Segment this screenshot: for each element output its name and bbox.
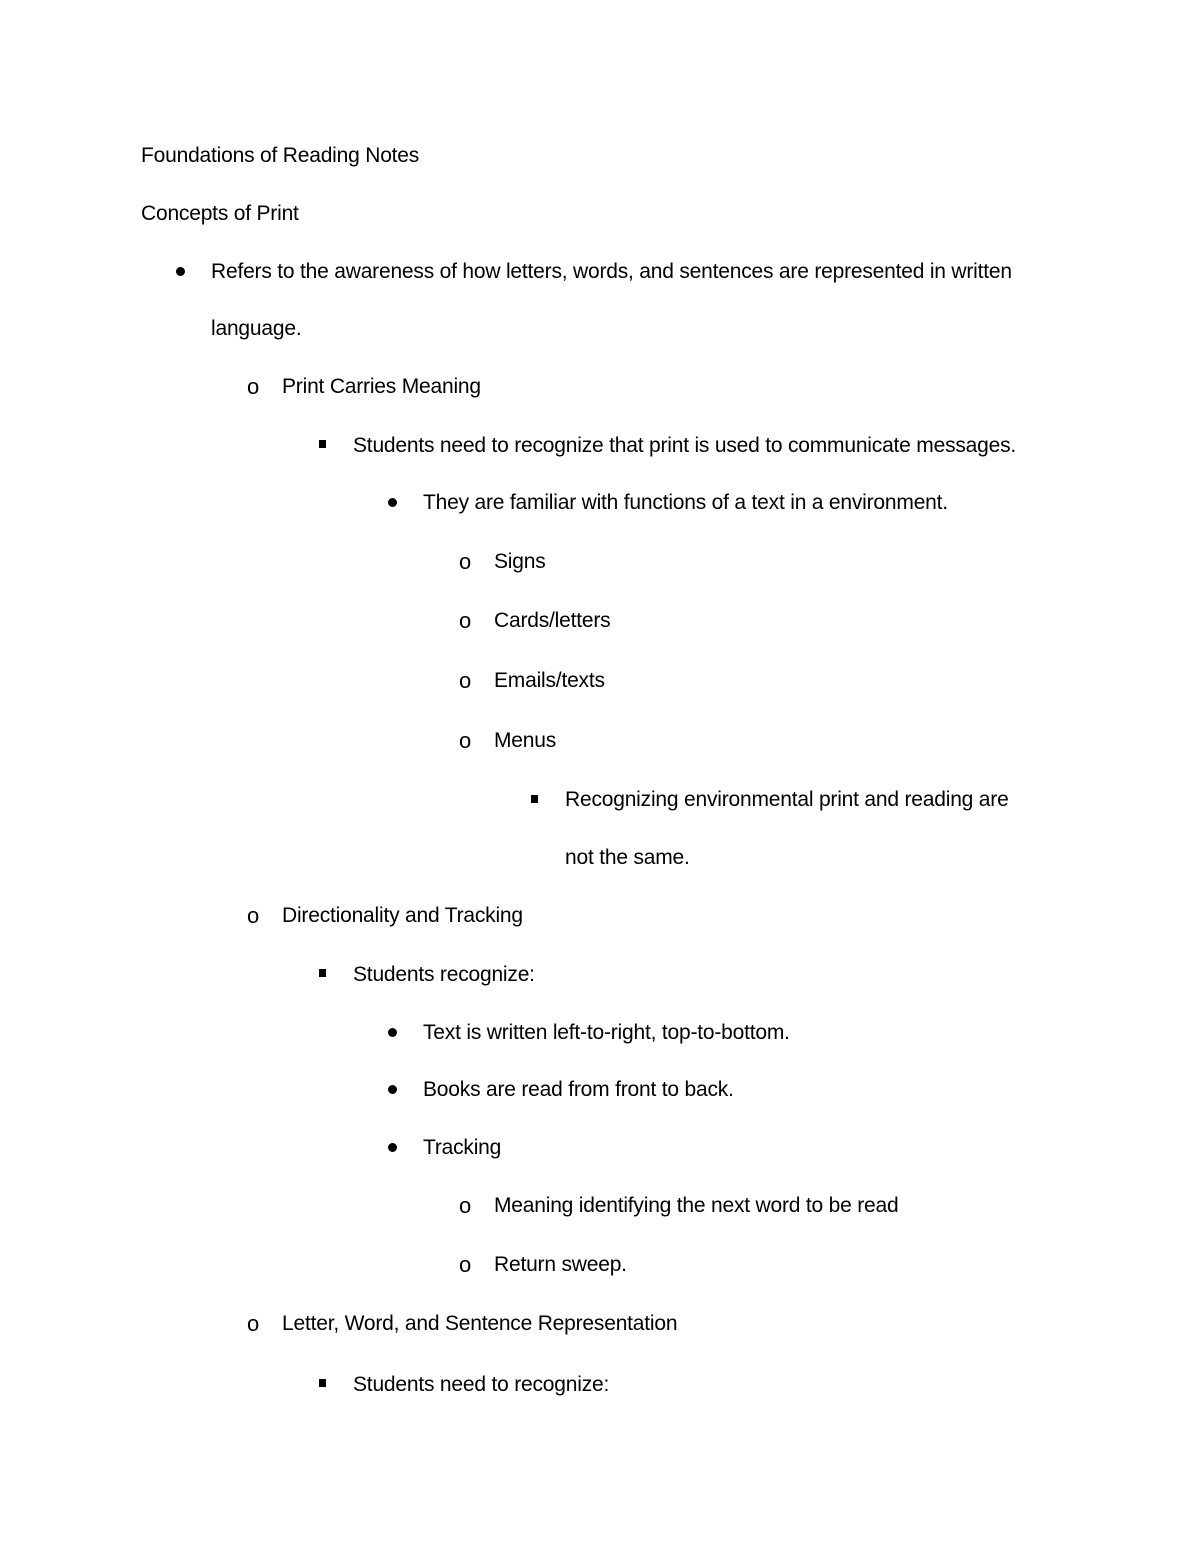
bullet-disc-icon [388,1085,397,1094]
bullet-circle-icon: o [459,1252,472,1277]
bullet-circle-icon: o [459,728,472,753]
list-item-continuation: not the same. [565,846,690,869]
bullet-square-icon [319,440,326,448]
list-item: Students recognize: [353,963,535,986]
bullet-circle-icon: o [459,549,472,574]
document-title: Foundations of Reading Notes [141,144,420,167]
list-item: Signs [494,550,546,573]
list-item: Refers to the awareness of how letters, words, and sentences are represented in written [211,260,1012,283]
list-item: Menus [494,729,557,752]
bullet-circle-icon: o [459,1193,472,1218]
bullet-square-icon [531,795,538,803]
list-item: Recognizing environmental print and reading are [565,788,1009,811]
list-item: Students need to recognize: [353,1373,610,1396]
list-item: Students need to recognize that print is used to communicate messages. [353,434,1017,457]
list-item: Books are read from front to back. [423,1078,734,1101]
bullet-circle-icon: o [459,608,472,633]
bullet-disc-icon [388,1143,397,1152]
list-item: Print Carries Meaning [282,375,481,398]
list-item: Meaning identifying the next word to be read [494,1194,899,1217]
list-item: Emails/texts [494,669,605,692]
bullet-circle-icon: o [247,374,260,399]
bullet-disc-icon [176,267,185,276]
section-heading: Concepts of Print [141,202,299,225]
bullet-disc-icon [388,1028,397,1037]
list-item: Letter, Word, and Sentence Representation [282,1312,678,1335]
bullet-square-icon [319,969,326,977]
list-item: Tracking [423,1136,502,1159]
list-item-continuation: language. [211,317,302,340]
list-item: Cards/letters [494,609,611,632]
list-item: They are familiar with functions of a text in a environment. [423,491,948,514]
bullet-circle-icon: o [247,903,260,928]
list-item: Return sweep. [494,1253,627,1276]
list-item: Text is written left-to-right, top-to-bottom. [423,1021,790,1044]
bullet-square-icon [319,1379,326,1387]
bullet-disc-icon [388,498,397,507]
bullet-circle-icon: o [247,1311,260,1336]
list-item: Directionality and Tracking [282,904,523,927]
bullet-circle-icon: o [459,668,472,693]
